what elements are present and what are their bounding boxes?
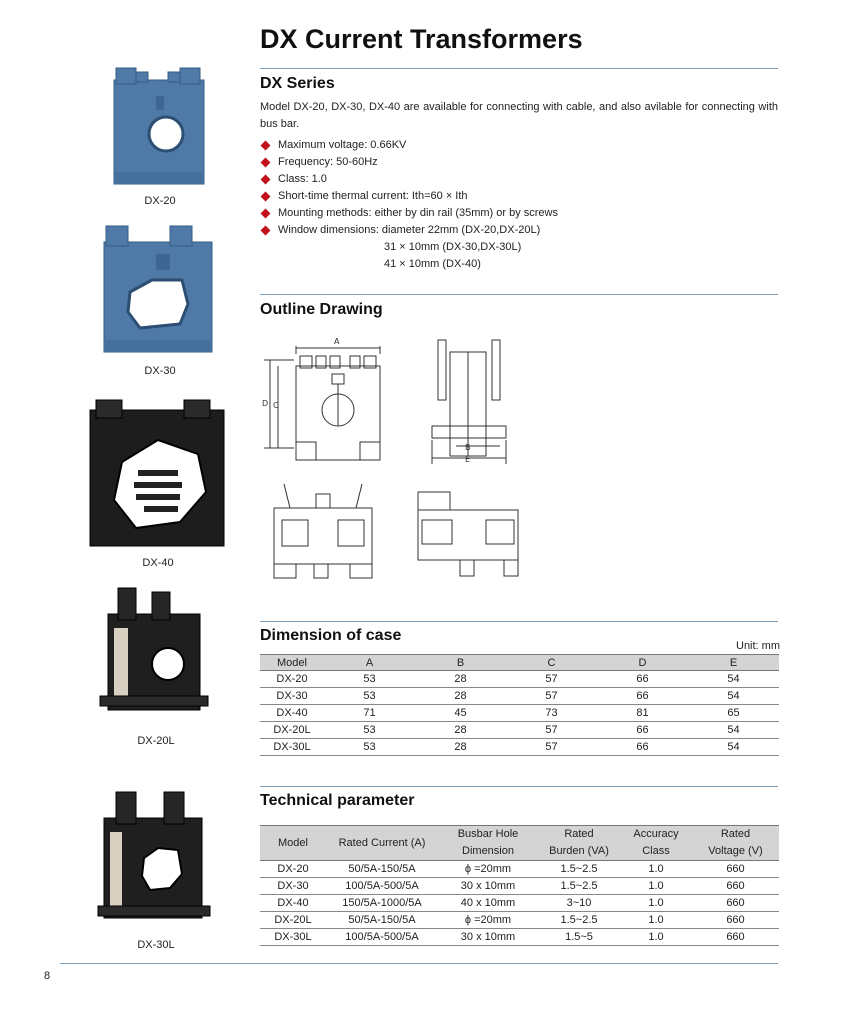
diamond-bullet-icon — [261, 226, 271, 236]
table-cell: 1.5~2.5 — [538, 878, 620, 895]
dx20l-image — [96, 584, 216, 722]
col-header: Model — [260, 655, 324, 671]
footer-divider — [60, 963, 778, 964]
table-cell: DX-30 — [260, 688, 324, 705]
table-cell: 81 — [597, 705, 688, 722]
product-label: DX-20 — [144, 195, 176, 207]
dimension-table — [260, 654, 779, 756]
table-cell: 30 x 10mm — [438, 929, 538, 946]
bullet-item: Window dimensions: diameter 22mm (DX-20,DX-20L) — [260, 222, 780, 239]
table-cell: 66 — [597, 722, 688, 739]
table-cell: 660 — [692, 861, 779, 878]
table-cell: 57 — [506, 739, 597, 756]
table-header-row — [260, 826, 779, 861]
dx30-image — [100, 224, 220, 358]
dim-label-d: D — [262, 399, 269, 408]
table-cell: 1.5~2.5 — [538, 861, 620, 878]
table-cell: 30 x 10mm — [438, 878, 538, 895]
table-cell: 28 — [415, 739, 506, 756]
section-title-technical: Technical parameter — [260, 792, 415, 809]
section-title-series: DX Series — [260, 75, 335, 92]
table-cell: DX-30 — [260, 878, 326, 895]
table-cell: 100/5A-500/5A — [326, 929, 438, 946]
table-cell: 57 — [506, 722, 597, 739]
table-cell: 1.5~2.5 — [538, 912, 620, 929]
table-cell: 28 — [415, 688, 506, 705]
table-cell: 54 — [688, 739, 779, 756]
dim-label-a: A — [334, 337, 340, 346]
section-title-dimension: Dimension of case — [260, 627, 402, 644]
title-divider — [260, 68, 778, 69]
technical-divider — [260, 786, 778, 787]
table-cell: 53 — [324, 688, 415, 705]
table-cell: 66 — [597, 739, 688, 756]
table-cell: 40 x 10mm — [438, 895, 538, 912]
table-cell: 50/5A-150/5A — [326, 912, 438, 929]
table-cell: 28 — [415, 671, 506, 688]
product-dx30 — [100, 224, 220, 377]
table-row — [260, 929, 779, 946]
product-dx20l — [96, 584, 216, 747]
table-cell: 57 — [506, 671, 597, 688]
product-label: DX-30L — [137, 939, 175, 951]
table-row — [260, 878, 779, 895]
col-header: Rated Voltage (V) — [692, 826, 779, 861]
product-label: DX-20L — [137, 735, 175, 747]
technical-table — [260, 825, 779, 946]
col-header: E — [688, 655, 779, 671]
bullet-continuation: 31 × 10mm (DX-30,DX-30L) — [384, 241, 522, 253]
diamond-bullet-icon — [261, 192, 271, 202]
product-dx30l — [96, 788, 216, 951]
col-header: A — [324, 655, 415, 671]
table-cell: 100/5A-500/5A — [326, 878, 438, 895]
col-header: B — [415, 655, 506, 671]
dimension-divider — [260, 621, 778, 622]
table-cell: 50/5A-150/5A — [326, 861, 438, 878]
col-header: Accuracy Class — [620, 826, 692, 861]
product-dx40 — [88, 396, 228, 569]
bullet-item: Frequency: 50-60Hz — [260, 154, 780, 171]
table-cell: 28 — [415, 722, 506, 739]
table-row — [260, 912, 779, 929]
dx20-image — [100, 64, 220, 190]
dx30l-image — [96, 788, 216, 928]
col-header: Rated Current (A) — [326, 826, 438, 861]
table-cell: 66 — [597, 688, 688, 705]
table-header-row — [260, 655, 779, 671]
dim-label-e: E — [465, 455, 471, 464]
dimension-unit: Unit: mm — [736, 640, 780, 652]
table-row — [260, 705, 779, 722]
table-cell: DX-20L — [260, 912, 326, 929]
table-cell: DX-40 — [260, 705, 324, 722]
page-title: DX Current Transformers — [260, 24, 583, 54]
section-title-outline: Outline Drawing — [260, 301, 383, 318]
outline-drawing — [260, 332, 540, 584]
series-bullets — [260, 137, 780, 273]
table-row — [260, 861, 779, 878]
table-cell: 65 — [688, 705, 779, 722]
product-label: DX-40 — [142, 557, 174, 569]
dx40-image — [88, 396, 228, 550]
table-row — [260, 688, 779, 705]
table-cell: DX-40 — [260, 895, 326, 912]
diamond-bullet-icon — [261, 175, 271, 185]
table-cell: DX-30L — [260, 739, 324, 756]
table-cell: 3~10 — [538, 895, 620, 912]
table-cell: 660 — [692, 929, 779, 946]
table-cell: 1.0 — [620, 861, 692, 878]
table-row — [260, 895, 779, 912]
table-cell: 660 — [692, 895, 779, 912]
table-row — [260, 671, 779, 688]
table-cell: 660 — [692, 878, 779, 895]
table-cell: 54 — [688, 688, 779, 705]
bullet-item: Short-time thermal current: Ith=60 × Ith — [260, 188, 780, 205]
table-cell: 53 — [324, 671, 415, 688]
bullet-item: Maximum voltage: 0.66KV — [260, 137, 780, 154]
table-cell: DX-30L — [260, 929, 326, 946]
col-header: C — [506, 655, 597, 671]
table-cell: DX-20L — [260, 722, 324, 739]
bullet-item: Class: 1.0 — [260, 171, 780, 188]
table-cell: 53 — [324, 739, 415, 756]
col-header: Busbar Hole Dimension — [438, 826, 538, 861]
dim-label-b: B — [465, 443, 471, 452]
table-cell: 73 — [506, 705, 597, 722]
dim-label-c: C — [273, 401, 279, 410]
table-cell: 1.0 — [620, 878, 692, 895]
table-cell: 150/5A-1000/5A — [326, 895, 438, 912]
col-header: D — [597, 655, 688, 671]
table-cell: 1.5~5 — [538, 929, 620, 946]
col-header: Model — [260, 826, 326, 861]
table-cell: 57 — [506, 688, 597, 705]
col-header: Rated Burden (VA) — [538, 826, 620, 861]
diamond-bullet-icon — [261, 209, 271, 219]
table-cell: 660 — [692, 912, 779, 929]
table-cell: 53 — [324, 722, 415, 739]
table-cell: DX-20 — [260, 861, 326, 878]
diamond-bullet-icon — [261, 158, 271, 168]
table-cell: 1.0 — [620, 912, 692, 929]
diamond-bullet-icon — [261, 141, 271, 151]
table-row — [260, 722, 779, 739]
table-cell: 1.0 — [620, 929, 692, 946]
table-cell: 45 — [415, 705, 506, 722]
table-cell: ϕ =20mm — [438, 861, 538, 878]
table-cell: ϕ =20mm — [438, 912, 538, 929]
bullet-item: Mounting methods: either by din rail (35mm) or by screws — [260, 205, 780, 222]
table-cell: 1.0 — [620, 895, 692, 912]
table-cell: DX-20 — [260, 671, 324, 688]
page-number: 8 — [44, 970, 51, 982]
table-row — [260, 739, 779, 756]
table-cell: 54 — [688, 722, 779, 739]
outline-divider — [260, 294, 778, 295]
product-label: DX-30 — [144, 365, 176, 377]
bullet-continuation: 41 × 10mm (DX-40) — [384, 258, 481, 270]
table-cell: 54 — [688, 671, 779, 688]
table-cell: 71 — [324, 705, 415, 722]
product-dx20 — [100, 64, 220, 207]
table-cell: 66 — [597, 671, 688, 688]
series-intro: Model DX-20, DX-30, DX-40 are available for connecting with cable, and also avilable for connecting with bus bar. — [260, 101, 778, 130]
